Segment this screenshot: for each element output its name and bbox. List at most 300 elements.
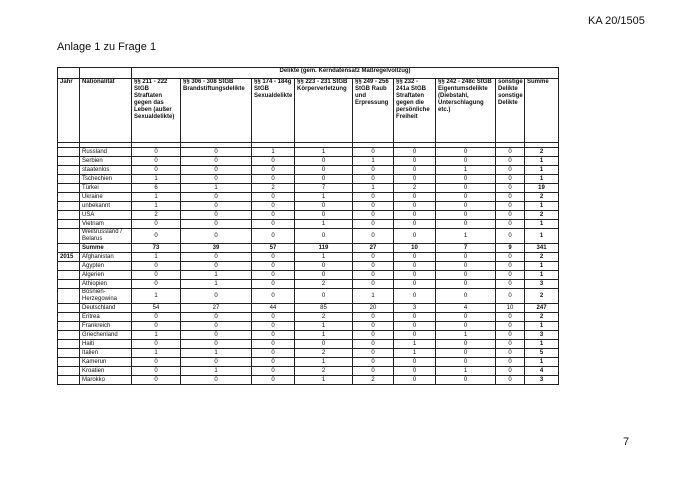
sum-cell: 1 [525,202,559,211]
table-row [58,331,559,340]
year-cell [58,358,80,367]
value-cell: 1 [353,289,394,304]
table-row [58,376,559,385]
value-cell: 0 [353,166,394,175]
table-row [58,271,559,280]
value-cell: 1 [394,349,436,358]
value-cell: 0 [181,175,252,184]
value-cell: 0 [394,367,436,376]
value-cell: 4 [436,304,496,313]
value-cell: 10 [496,304,525,313]
column-header: §§ 249 - 256 StGB Raub und Erpressung [353,79,394,143]
value-cell: 1 [394,340,436,349]
value-cell: 0 [353,358,394,367]
value-cell: 0 [394,166,436,175]
value-cell: 27 [353,244,394,253]
value-cell: 0 [496,193,525,202]
value-cell: 0 [295,211,353,220]
column-header: §§ 223 - 231 StGB Körperverletzung [295,79,353,143]
nationality-cell: Haiti [80,340,132,349]
value-cell: 2 [252,184,295,193]
value-cell: 0 [496,340,525,349]
year-cell [58,148,80,157]
sum-cell: 341 [525,244,559,253]
group-header: Delikte (gem. Kerndatensatz Maßregelvollzug) [132,68,559,79]
value-cell: 0 [181,262,252,271]
sum-cell: 2 [525,148,559,157]
value-cell: 7 [436,244,496,253]
year-cell [58,262,80,271]
sum-cell: 3 [525,280,559,289]
column-header: §§ 211 - 222 StGB Straftaten gegen das Leben (außer Sexualdelikte) [132,79,181,143]
nationality-cell: Ägypten [80,262,132,271]
value-cell: 20 [353,304,394,313]
table-row [58,229,559,244]
year-cell [58,367,80,376]
value-cell: 0 [295,157,353,166]
value-cell: 0 [436,202,496,211]
value-cell: 1 [295,253,353,262]
value-cell: 0 [295,289,353,304]
value-cell: 0 [353,262,394,271]
value-cell: 0 [132,157,181,166]
sum-cell: 1 [525,175,559,184]
value-cell: 0 [181,211,252,220]
value-cell: 0 [295,175,353,184]
value-cell: 0 [181,376,252,385]
value-cell: 0 [181,253,252,262]
value-cell: 0 [394,211,436,220]
nationality-cell: Frankreich [80,322,132,331]
value-cell: 54 [132,304,181,313]
value-cell: 0 [132,262,181,271]
value-cell: 0 [252,157,295,166]
value-cell: 2 [295,349,353,358]
value-cell: 0 [252,280,295,289]
total-row [58,244,559,253]
year-cell [58,166,80,175]
value-cell: 0 [252,313,295,322]
value-cell: 0 [181,313,252,322]
column-header: §§ 174 - 184g StGB Sexualdelikte [252,79,295,143]
value-cell: 0 [353,211,394,220]
value-cell: 0 [181,340,252,349]
table-row [58,262,559,271]
table-row [58,313,559,322]
value-cell: 6 [132,184,181,193]
value-cell: 0 [496,211,525,220]
value-cell: 0 [252,289,295,304]
nationality-cell: Algerien [80,271,132,280]
value-cell: 0 [496,313,525,322]
nationality-cell: Afghanistan [80,253,132,262]
value-cell: 2 [353,376,394,385]
nationality-cell: Italien [80,349,132,358]
document-id: KA 20/1505 [588,15,645,27]
value-cell: 0 [353,271,394,280]
nationality-cell: Griechenland [80,331,132,340]
nationality-cell: Serbien [80,157,132,166]
value-cell: 0 [181,148,252,157]
value-cell: 0 [181,322,252,331]
value-cell: 1 [132,175,181,184]
year-cell [58,211,80,220]
value-cell: 1 [436,229,496,244]
year-cell [58,289,80,304]
table-row [58,253,559,262]
value-cell: 0 [436,313,496,322]
value-cell: 0 [436,157,496,166]
value-cell: 0 [252,271,295,280]
column-header: Summe [525,79,559,143]
year-cell [58,340,80,349]
value-cell: 0 [353,229,394,244]
value-cell: 0 [394,202,436,211]
year-cell [58,244,80,253]
sum-cell: 2 [525,253,559,262]
table-row [58,175,559,184]
value-cell: 1 [132,331,181,340]
table-row [58,157,559,166]
value-cell: 2 [295,313,353,322]
value-cell: 119 [295,244,353,253]
value-cell: 0 [181,289,252,304]
table-row [58,166,559,175]
value-cell: 0 [295,229,353,244]
value-cell: 0 [252,376,295,385]
nationality-cell: Russland [80,148,132,157]
sum-cell: 1 [525,229,559,244]
value-cell: 27 [181,304,252,313]
value-cell: 1 [353,157,394,166]
nationality-cell: Bosnien-Herzegowina [80,289,132,304]
value-cell: 0 [496,202,525,211]
value-cell: 0 [132,229,181,244]
column-header: §§ 232 - 241a StGB Straftaten gegen die persönliche Freiheit [394,79,436,143]
value-cell: 0 [496,175,525,184]
value-cell: 0 [496,166,525,175]
year-cell [58,184,80,193]
value-cell: 0 [496,271,525,280]
value-cell: 1 [436,166,496,175]
value-cell: 0 [394,271,436,280]
offense-table [57,67,559,385]
table-row [58,280,559,289]
value-cell: 1 [295,376,353,385]
value-cell: 0 [436,220,496,229]
value-cell: 0 [295,166,353,175]
value-cell: 0 [496,331,525,340]
value-cell: 0 [295,340,353,349]
column-header: Nationalität [80,79,132,143]
value-cell: 0 [496,358,525,367]
value-cell: 1 [436,331,496,340]
value-cell: 10 [394,244,436,253]
page-heading: Anlage 1 zu Frage 1 [57,41,157,53]
value-cell: 0 [436,289,496,304]
table-row [58,193,559,202]
sum-cell: 2 [525,289,559,304]
sum-cell: 1 [525,358,559,367]
value-cell: 0 [496,229,525,244]
value-cell: 0 [496,262,525,271]
year-cell [58,376,80,385]
value-cell: 0 [394,313,436,322]
value-cell: 0 [252,253,295,262]
value-cell: 1 [295,322,353,331]
year-cell [58,175,80,184]
value-cell: 85 [295,304,353,313]
value-cell: 0 [353,349,394,358]
value-cell: 0 [132,322,181,331]
value-cell: 0 [496,280,525,289]
value-cell: 0 [181,220,252,229]
value-cell: 0 [181,331,252,340]
value-cell: 1 [181,280,252,289]
value-cell: 1 [295,148,353,157]
value-cell: 1 [295,220,353,229]
nationality-cell: unbekannt [80,202,132,211]
value-cell: 0 [394,322,436,331]
value-cell: 0 [394,289,436,304]
value-cell: 2 [394,184,436,193]
value-cell: 1 [353,184,394,193]
value-cell: 0 [132,220,181,229]
value-cell: 0 [252,166,295,175]
nationality-cell: Ukraine [80,193,132,202]
value-cell: 0 [496,322,525,331]
column-header: Jahr [58,79,80,143]
value-cell: 0 [436,280,496,289]
value-cell: 1 [181,349,252,358]
year-cell [58,220,80,229]
nationality-cell: Äthiopien [80,280,132,289]
value-cell: 0 [295,271,353,280]
value-cell: 0 [436,349,496,358]
value-cell: 1 [436,367,496,376]
value-cell: 0 [252,349,295,358]
sum-cell: 1 [525,220,559,229]
value-cell: 57 [252,244,295,253]
nationality-cell: Summe [80,244,132,253]
value-cell: 0 [252,262,295,271]
nationality-cell: Marokko [80,376,132,385]
table-row [58,211,559,220]
year-cell [58,271,80,280]
value-cell: 0 [252,358,295,367]
year-cell [58,229,80,244]
sum-cell: 2 [525,193,559,202]
year-cell [58,313,80,322]
value-cell: 0 [394,280,436,289]
value-cell: 0 [132,340,181,349]
value-cell: 0 [436,271,496,280]
nationality-cell: Tschechien [80,175,132,184]
value-cell: 0 [394,157,436,166]
nationality-cell: Deutschland [80,304,132,313]
value-cell: 0 [353,331,394,340]
value-cell: 0 [252,202,295,211]
value-cell: 0 [436,193,496,202]
value-cell: 0 [496,349,525,358]
value-cell: 0 [353,220,394,229]
year-cell [58,202,80,211]
sum-cell: 19 [525,184,559,193]
year-cell [58,157,80,166]
value-cell: 0 [496,184,525,193]
table-row [58,304,559,313]
value-cell: 0 [436,340,496,349]
column-header: §§ 306 - 308 StGB Brandstiftungsdelikte [181,79,252,143]
nationality-cell: Weißrussland / Belarus [80,229,132,244]
sum-cell: 3 [525,376,559,385]
value-cell: 0 [132,376,181,385]
nationality-cell: staatenlos [80,166,132,175]
value-cell: 44 [252,304,295,313]
value-cell: 0 [394,262,436,271]
value-cell: 0 [353,367,394,376]
value-cell: 0 [353,202,394,211]
table-row [58,367,559,376]
value-cell: 0 [181,157,252,166]
value-cell: 0 [353,253,394,262]
table-row [58,220,559,229]
value-cell: 0 [394,253,436,262]
nationality-cell: USA [80,211,132,220]
table-row [58,358,559,367]
sum-cell: 5 [525,349,559,358]
value-cell: 0 [252,220,295,229]
value-cell: 9 [496,244,525,253]
value-cell: 1 [295,193,353,202]
value-cell: 0 [252,211,295,220]
value-cell: 1 [295,331,353,340]
year-cell [58,322,80,331]
value-cell: 0 [353,340,394,349]
value-cell: 0 [436,358,496,367]
value-cell: 1 [181,184,252,193]
value-cell: 0 [252,322,295,331]
table-row [58,289,559,304]
value-cell: 1 [181,367,252,376]
value-cell: 1 [132,193,181,202]
sum-cell: 1 [525,262,559,271]
value-cell: 0 [436,211,496,220]
year-cell [58,280,80,289]
value-cell: 0 [132,166,181,175]
value-cell: 3 [394,304,436,313]
nationality-cell: Türkei [80,184,132,193]
value-cell: 0 [132,313,181,322]
value-cell: 0 [252,193,295,202]
sum-cell: 1 [525,157,559,166]
value-cell: 0 [181,202,252,211]
value-cell: 0 [436,262,496,271]
sum-cell: 1 [525,340,559,349]
value-cell: 0 [353,175,394,184]
column-header: sonstige Delikte sonstige Delikte [496,79,525,143]
sum-cell: 247 [525,304,559,313]
value-cell: 0 [353,193,394,202]
value-cell: 2 [295,280,353,289]
value-cell: 0 [394,148,436,157]
value-cell: 73 [132,244,181,253]
value-cell: 0 [252,340,295,349]
value-cell: 0 [496,289,525,304]
year-cell [58,304,80,313]
year-cell [58,349,80,358]
value-cell: 7 [295,184,353,193]
value-cell: 0 [132,358,181,367]
value-cell: 0 [394,193,436,202]
nationality-cell: Kroatien [80,367,132,376]
value-cell: 0 [132,271,181,280]
year-cell [58,193,80,202]
value-cell: 0 [394,376,436,385]
sum-cell: 2 [525,211,559,220]
value-cell: 0 [436,253,496,262]
sum-cell: 1 [525,322,559,331]
value-cell: 0 [181,229,252,244]
value-cell: 0 [394,175,436,184]
value-cell: 0 [295,202,353,211]
value-cell: 0 [132,280,181,289]
value-cell: 0 [496,253,525,262]
column-header-row [58,79,559,143]
year-cell [58,331,80,340]
value-cell: 1 [295,358,353,367]
value-cell: 0 [496,157,525,166]
value-cell: 1 [132,253,181,262]
value-cell: 0 [181,166,252,175]
nationality-cell: Kamerun [80,358,132,367]
value-cell: 1 [132,289,181,304]
sum-cell: 2 [525,313,559,322]
value-cell: 1 [252,148,295,157]
value-cell: 0 [496,148,525,157]
table-row [58,322,559,331]
value-cell: 0 [394,358,436,367]
sum-cell: 3 [525,331,559,340]
value-cell: 0 [436,376,496,385]
value-cell: 0 [181,193,252,202]
value-cell: 0 [436,322,496,331]
value-cell: 0 [394,331,436,340]
sum-cell: 1 [525,271,559,280]
value-cell: 0 [436,148,496,157]
value-cell: 0 [353,280,394,289]
table-row [58,148,559,157]
value-cell: 0 [436,175,496,184]
table-row [58,184,559,193]
value-cell: 0 [252,367,295,376]
value-cell: 0 [394,229,436,244]
value-cell: 1 [181,271,252,280]
value-cell: 0 [295,262,353,271]
value-cell: 0 [496,220,525,229]
value-cell: 0 [496,367,525,376]
sum-cell: 4 [525,367,559,376]
value-cell: 1 [132,202,181,211]
table-row [58,340,559,349]
value-cell: 0 [252,175,295,184]
value-cell: 0 [181,358,252,367]
value-cell: 0 [353,313,394,322]
value-cell: 0 [132,367,181,376]
value-cell: 0 [436,184,496,193]
sum-cell: 1 [525,166,559,175]
value-cell: 0 [353,322,394,331]
